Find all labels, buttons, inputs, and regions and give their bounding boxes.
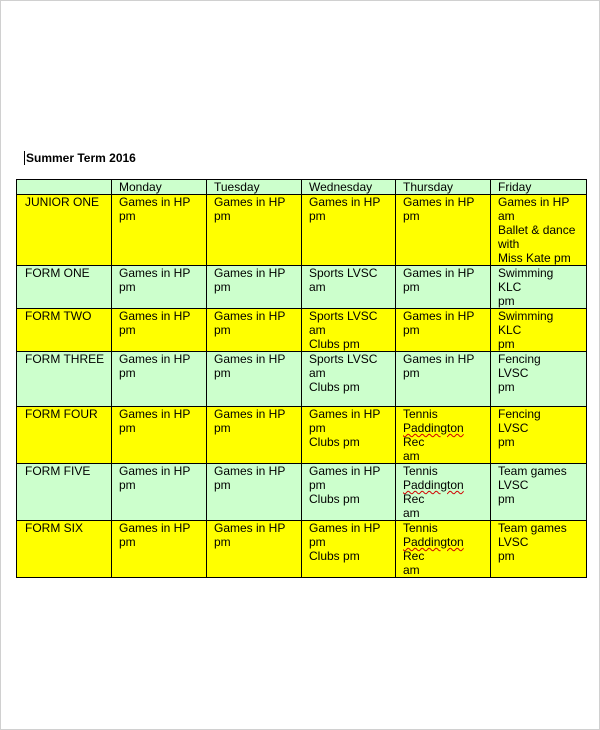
table-row: [17, 521, 587, 578]
activity-cell: Games in HP pm Clubs pm: [302, 521, 396, 578]
activity-cell: Tennis Paddington Rec am: [396, 464, 491, 521]
form-name: FORM TWO: [17, 309, 112, 352]
activity-cell: Games in HP pm: [112, 352, 207, 407]
form-name: JUNIOR ONE: [17, 195, 112, 266]
form-name: FORM THREE: [17, 352, 112, 407]
spellcheck-word: Paddington: [403, 421, 464, 435]
activity-cell: Games in HP pm: [207, 266, 302, 309]
form-name: FORM FIVE: [17, 464, 112, 521]
activity-cell: Team games LVSC pm: [491, 521, 587, 578]
page-title: Summer Term 2016: [26, 151, 136, 165]
table-row: [17, 407, 587, 464]
activity-cell: Games in HP pm: [396, 195, 491, 266]
activity-cell: Swimming KLC pm: [491, 309, 587, 352]
day-header: Tuesday: [207, 180, 302, 195]
spellcheck-word: Paddington: [403, 535, 464, 549]
activity-cell: Games in HP pm: [112, 464, 207, 521]
activity-cell: Sports LVSC am Clubs pm: [302, 309, 396, 352]
header-row: [17, 180, 587, 195]
table-row: [17, 352, 587, 407]
activity-cell: Games in HP pm: [112, 195, 207, 266]
activity-cell: Games in HP pm Clubs pm: [302, 464, 396, 521]
activity-cell: Games in HP pm: [396, 266, 491, 309]
activity-cell: Games in HP pm: [112, 266, 207, 309]
activity-cell: Games in HP pm: [112, 521, 207, 578]
activity-cell: Sports LVSC am Clubs pm: [302, 352, 396, 407]
day-header: Friday: [491, 180, 587, 195]
day-header: Wednesday: [302, 180, 396, 195]
activity-cell: Games in HP am Ballet & dance with Miss Kate pm: [491, 195, 587, 266]
activity-cell: Tennis Paddington Rec am: [396, 407, 491, 464]
table-row: [17, 266, 587, 309]
activity-cell: Games in HP pm: [396, 309, 491, 352]
day-header: Thursday: [396, 180, 491, 195]
activity-cell: Swimming KLC pm: [491, 266, 587, 309]
activity-cell: Tennis Paddington Rec am: [396, 521, 491, 578]
corner-header: [17, 180, 112, 195]
activity-cell: Games in HP pm: [112, 309, 207, 352]
form-name: FORM ONE: [17, 266, 112, 309]
activity-cell: Games in HP pm: [112, 407, 207, 464]
activity-cell: Games in HP pm: [207, 309, 302, 352]
activity-cell: Games in HP pm: [207, 464, 302, 521]
activity-cell: Games in HP pm: [302, 195, 396, 266]
table-row: [17, 309, 587, 352]
table-row: [17, 195, 587, 266]
timetable: [16, 179, 587, 578]
table-row: [17, 464, 587, 521]
activity-cell: Games in HP pm: [207, 195, 302, 266]
activity-cell: Games in HP pm: [207, 407, 302, 464]
activity-cell: Games in HP pm: [396, 352, 491, 407]
day-header: Monday: [112, 180, 207, 195]
form-name: FORM SIX: [17, 521, 112, 578]
activity-cell: Fencing LVSC pm: [491, 352, 587, 407]
spellcheck-word: Paddington: [403, 478, 464, 492]
activity-cell: Games in HP pm: [207, 352, 302, 407]
activity-cell: Sports LVSC am: [302, 266, 396, 309]
activity-cell: Team games LVSC pm: [491, 464, 587, 521]
form-name: FORM FOUR: [17, 407, 112, 464]
activity-cell: Games in HP pm Clubs pm: [302, 407, 396, 464]
activity-cell: Games in HP pm: [207, 521, 302, 578]
activity-cell: Fencing LVSC pm: [491, 407, 587, 464]
